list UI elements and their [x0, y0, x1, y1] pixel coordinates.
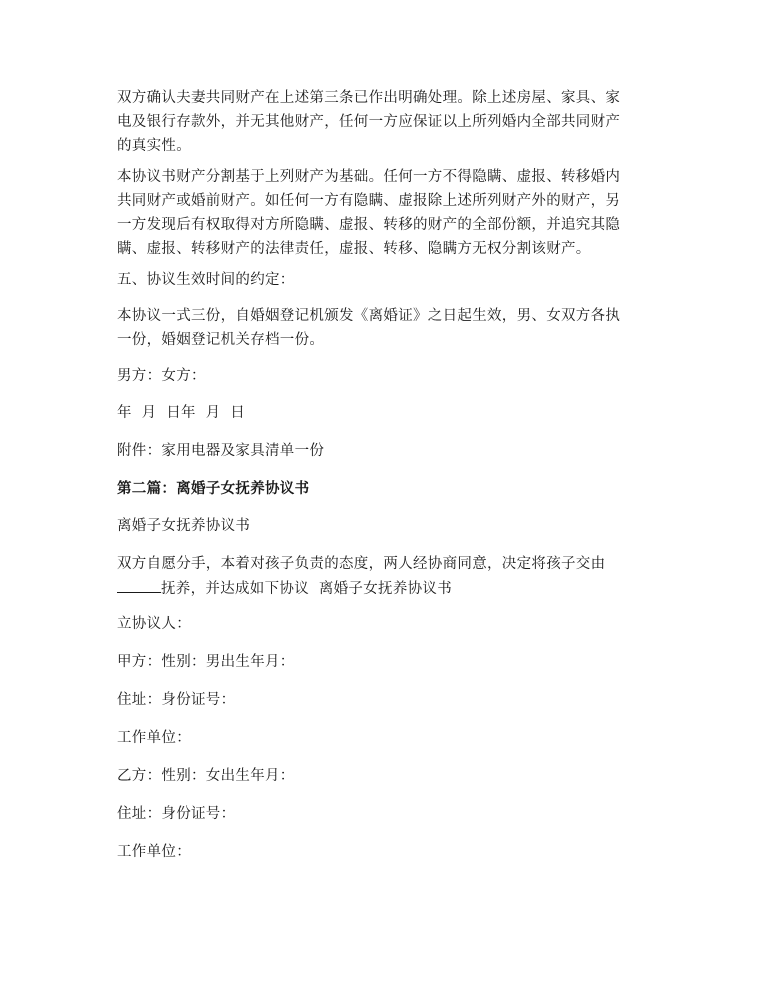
- text-line: 共同财产或婚前财产。如任何一方有隐瞒、虚报除上述所列财产外的财产，另: [117, 193, 621, 209]
- date-line: 年 月 日年 月 日: [117, 405, 246, 421]
- text-line: 双方自愿分手，本着对孩子负责的态度，两人经协商同意，决定将孩子交由: [117, 556, 606, 572]
- party-b-workplace: 工作单位：: [117, 844, 191, 860]
- text-line: 抚养，并达成如下协议 离婚子女抚养协议书: [117, 576, 605, 601]
- text-line: 本协议一式三份，自婚姻登记机颁发《离婚证》之日起生效，男、女双方各执: [117, 308, 621, 324]
- text-line: 一方发现后有权取得对方所隐瞒、虚报、转移的财产的全部份额，并追究其隐: [117, 217, 621, 233]
- section-heading-effective-time: 五、协议生效时间的约定：: [117, 272, 295, 288]
- chapter-heading: 第二篇：离婚子女抚养协议书: [117, 480, 310, 497]
- paragraph-property-division: [117, 165, 620, 261]
- text-line: 双方确认夫妻共同财产在上述第三条已作出明确处理。除上述房屋、家具、家: [117, 90, 621, 106]
- signature-line: 男方：女方：: [117, 368, 206, 384]
- paragraph-agreement-intro: [117, 552, 605, 601]
- text-line: 瞒、虚报、转移财产的法律责任，虚报、转移、隐瞒方无权分割该财产。: [117, 241, 591, 257]
- attachment-line: 附件：家用电器及家具清单一份: [117, 443, 325, 459]
- document-title: 离婚子女抚养协议书: [117, 518, 251, 534]
- party-b-address: 住址：身份证号：: [117, 806, 236, 822]
- party-a-info: 甲方：性别：男出生年月：: [117, 654, 295, 670]
- text-line: 的真实性。: [117, 138, 191, 154]
- party-b-info: 乙方：性别：女出生年月：: [117, 768, 295, 784]
- parties-label: 立协议人：: [117, 616, 191, 632]
- paragraph-copies: [117, 304, 620, 352]
- text-line: 电及银行存款外，并无其他财产，任何一方应保证以上所列婚内全部共同财产: [117, 114, 621, 130]
- party-a-address: 住址：身份证号：: [117, 692, 236, 708]
- text-line: 本协议书财产分割基于上列财产为基础。任何一方不得隐瞒、虚报、转移婚内: [117, 169, 621, 185]
- blank-underline: [117, 576, 161, 593]
- paragraph-property-confirmation: [117, 86, 620, 158]
- party-a-workplace: 工作单位：: [117, 730, 191, 746]
- text-line: 一份，婚姻登记机关存档一份。: [117, 332, 325, 348]
